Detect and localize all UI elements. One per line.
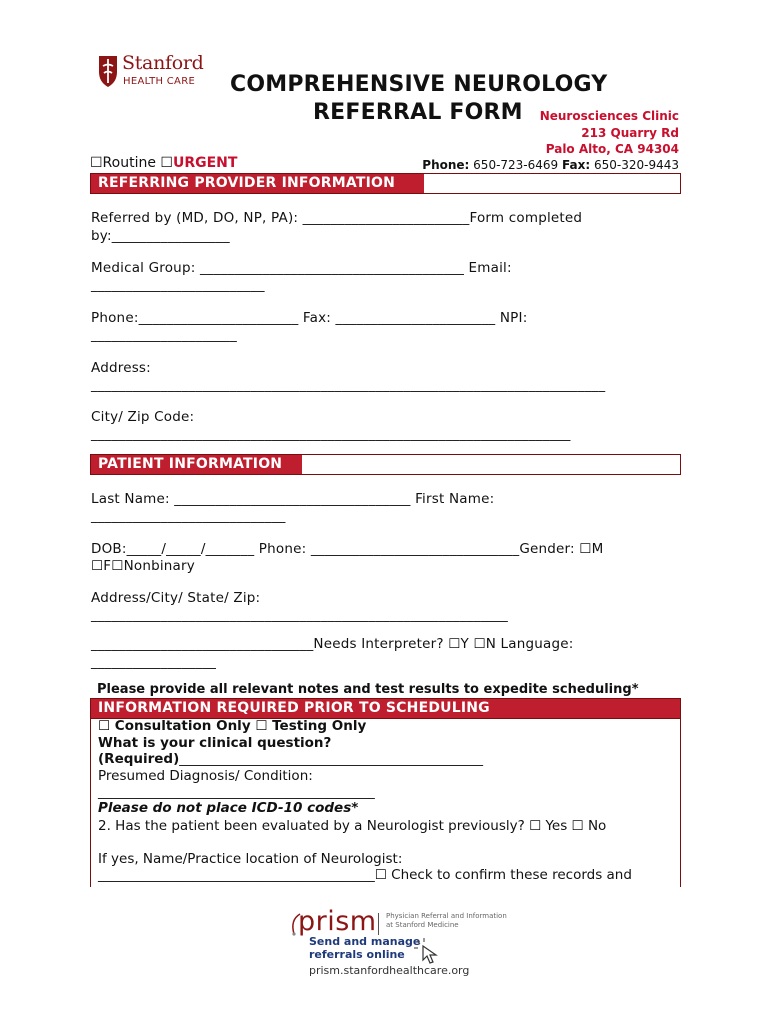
presumed-diagnosis-field[interactable]: _________________________________________	[98, 784, 375, 800]
form-title-line2: REFERRAL FORM	[313, 100, 523, 125]
priority-options[interactable]	[90, 155, 237, 171]
patient-address-field[interactable]: ____________________________________________________________	[91, 607, 508, 623]
phone-fax-field[interactable]: Phone:_______________________ Fax: _______________________ NPI:	[91, 310, 528, 326]
cursor-click-icon	[414, 938, 448, 964]
patient-info-header-label: PATIENT INFORMATION	[98, 456, 283, 472]
clinic-fax: 650-320-9443	[593, 158, 679, 172]
clinic-street: 213 Quarry Rd	[581, 126, 679, 140]
prism-send-line-2: referrals online	[309, 948, 405, 961]
email-field[interactable]: _________________________	[91, 277, 265, 293]
logo-subtitle: HEALTH CARE	[123, 76, 196, 87]
fax-label: Fax:	[562, 158, 591, 172]
prism-divider	[378, 913, 379, 935]
prism-tagline-1: Physician Referral and Information	[386, 912, 507, 920]
first-name-field[interactable]: ____________________________	[91, 508, 286, 524]
required-label: (Required)	[98, 751, 180, 767]
neurologist-location-field[interactable]: _________________________________________☐ Check to confirm these records and	[98, 867, 632, 883]
icd10-warning: Please do not place ICD-10 codes*	[98, 800, 359, 816]
clinic-name: Neurosciences Clinic	[539, 109, 679, 123]
gender-options[interactable]: ☐F☐Nonbinary	[91, 558, 195, 574]
clinic-contact	[422, 158, 679, 172]
patient-address-label: Address/City/ State/ Zip:	[91, 590, 261, 606]
neurologist-location-label: If yes, Name/Practice location of Neurologist:	[98, 851, 403, 867]
logo-name: Stanford	[122, 52, 204, 74]
presumed-diagnosis-label: Presumed Diagnosis/ Condition:	[98, 768, 313, 784]
routine-checkbox[interactable]: ☐Routine ☐	[90, 155, 173, 171]
consultation-testing-options[interactable]: ☐ Consultation Only ☐ Testing Only	[98, 718, 367, 734]
prism-logo-text: prism	[298, 906, 377, 937]
clinical-question-line[interactable]: _____________________________________________	[179, 751, 484, 767]
prism-send-line-1: Send and manage	[309, 935, 421, 948]
address-label: Address:	[91, 360, 151, 376]
city-zip-field[interactable]: _____________________________________________________________________	[91, 426, 571, 442]
interpreter-field[interactable]: ________________________________Needs Interpreter? ☐Y ☐N Language:	[91, 636, 574, 652]
scheduling-header	[90, 698, 681, 719]
prism-url-link[interactable]: prism.stanfordhealthcare.org	[309, 964, 470, 977]
language-field[interactable]: __________________	[91, 654, 217, 670]
form-title-line1: COMPREHENSIVE NEUROLOGY	[230, 72, 608, 97]
clinical-question-field[interactable]	[98, 751, 483, 768]
clinical-question-label: What is your clinical question?	[98, 735, 332, 751]
scheduling-header-label: INFORMATION REQUIRED PRIOR TO SCHEDULING	[98, 700, 490, 716]
urgent-label[interactable]: URGENT	[172, 155, 238, 171]
form-completed-by-field[interactable]: by:_________________	[91, 228, 230, 244]
city-zip-label: City/ Zip Code:	[91, 409, 195, 425]
clinic-phone: 650-723-6469	[473, 158, 559, 172]
referring-provider-header	[90, 173, 681, 194]
prism-tagline-2: at Stanford Medicine	[386, 921, 459, 929]
medical-group-field[interactable]: Medical Group: ______________________________________ Email:	[91, 260, 512, 276]
stanford-health-care-logo	[98, 54, 218, 94]
dob-phone-gender-field[interactable]: DOB:_____/_____/_______ Phone: ______________________________Gender: ☐M	[91, 541, 604, 557]
clinic-city: Palo Alto, CA 94304	[545, 142, 679, 156]
referred-by-field[interactable]: Referred by (MD, DO, NP, PA): ________________________Form completed	[91, 210, 583, 226]
shield-icon	[98, 54, 118, 88]
patient-info-header	[90, 454, 681, 475]
scheduling-note: Please provide all relevant notes and test results to expedite scheduling*	[97, 682, 639, 697]
npi-field[interactable]: _____________________	[91, 327, 237, 343]
address-field[interactable]: __________________________________________________________________________	[91, 377, 606, 393]
phone-label: Phone:	[422, 158, 470, 172]
referring-provider-header-label: REFERRING PROVIDER INFORMATION	[98, 175, 395, 191]
previous-neurologist-question[interactable]: 2. Has the patient been evaluated by a Neurologist previously? ☐ Yes ☐ No	[98, 818, 607, 834]
last-name-field[interactable]: Last Name: __________________________________ First Name:	[91, 491, 495, 507]
